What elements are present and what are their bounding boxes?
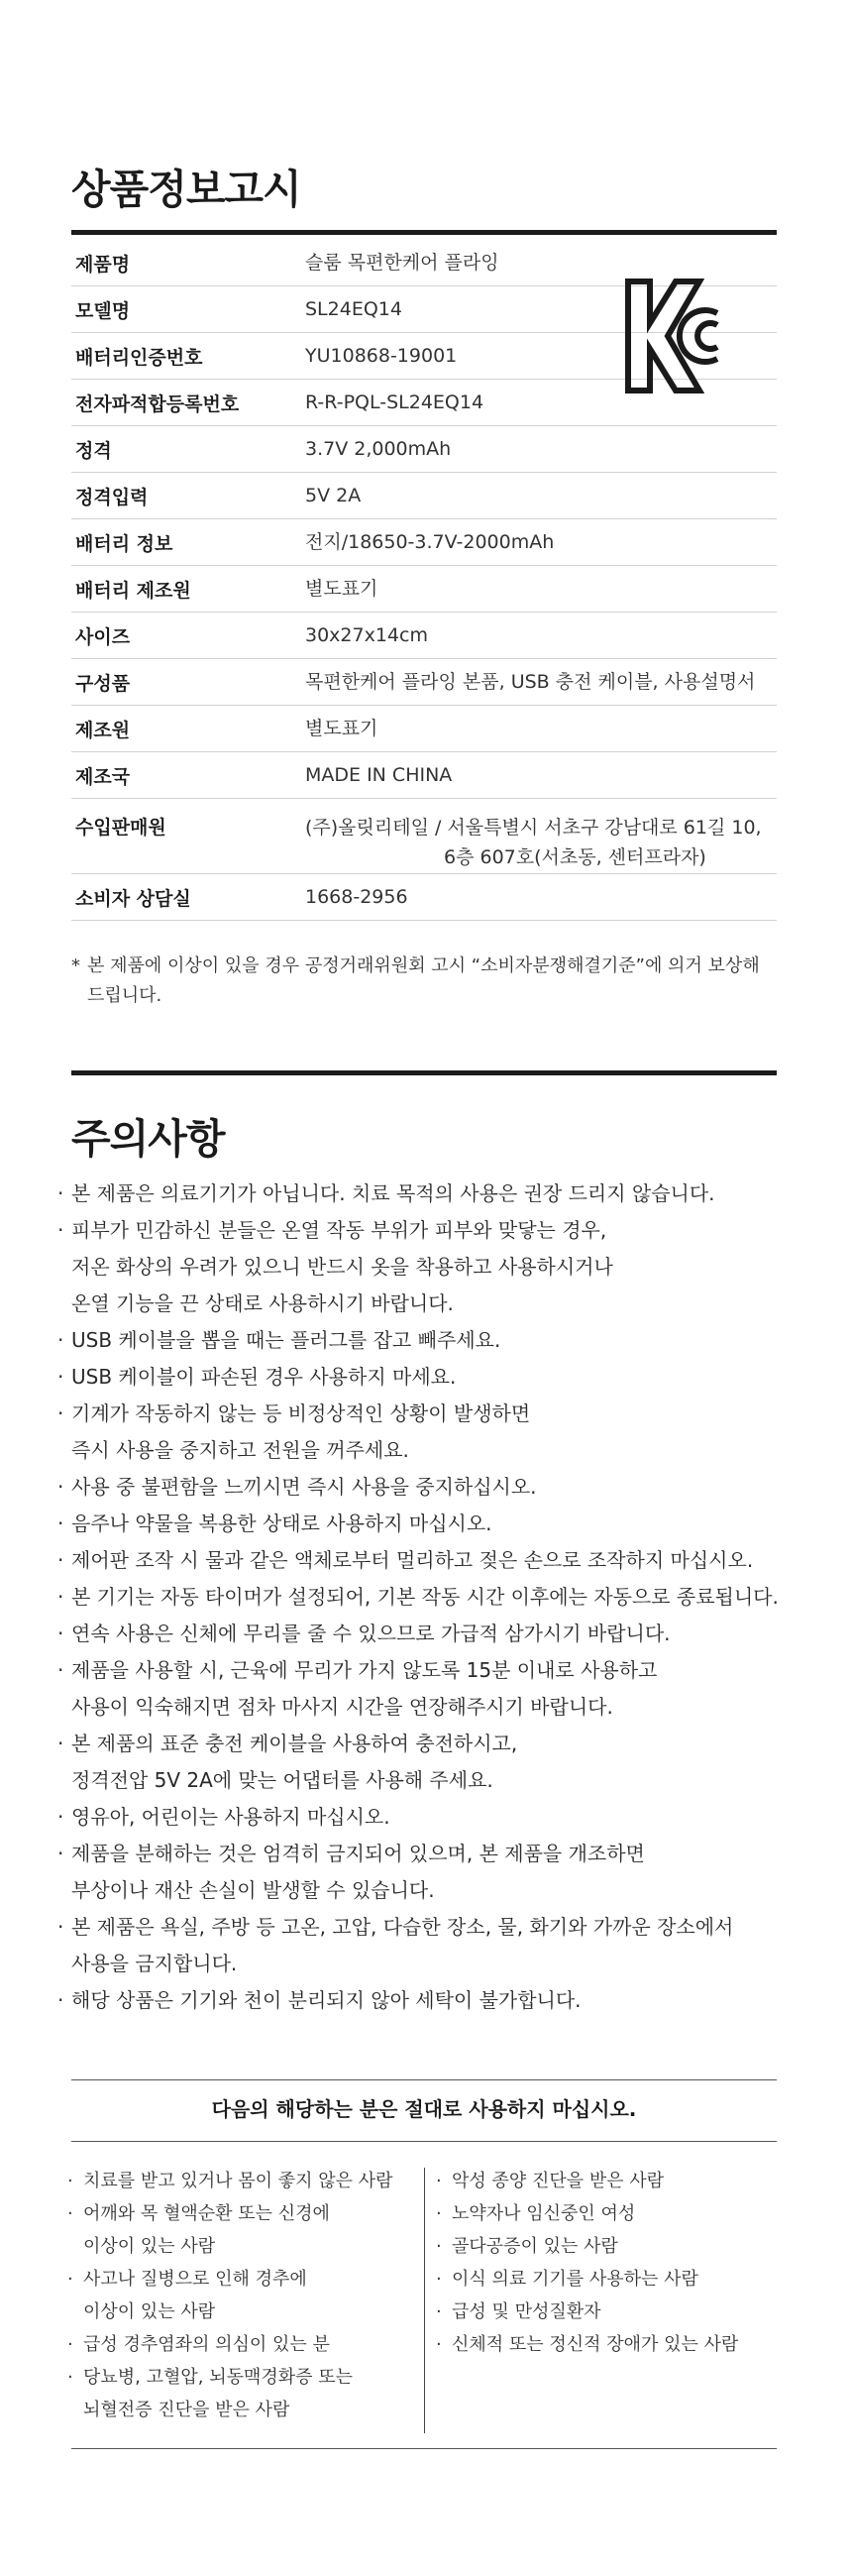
warning-item-text: 급성 및 만성질환자 bbox=[452, 2301, 601, 2322]
bullet-dot: · bbox=[57, 1548, 64, 1572]
warning-item-text: 신체적 또는 정신적 장애가 있는 사람 bbox=[452, 2334, 739, 2355]
table-row bbox=[71, 752, 777, 799]
caution-item-text: 본 기기는 자동 타이머가 설정되어, 기본 작동 시간 이후에는 자동으로 종료됩니다. bbox=[71, 1585, 779, 1609]
warning-list-left bbox=[67, 2165, 404, 2426]
row-label: 제품명 bbox=[75, 253, 131, 276]
warning-item-text: 악성 종양 진단을 받은 사람 bbox=[452, 2171, 665, 2191]
bullet-dot: · bbox=[57, 1218, 64, 1242]
warning-item-text: 당뇨병, 고혈압, 뇌동맥경화증 또는 bbox=[83, 2367, 354, 2388]
table-row bbox=[71, 519, 777, 566]
warning-item-text: 뇌혈전증 진단을 받은 사람 bbox=[83, 2400, 290, 2420]
bullet-dot: · bbox=[57, 1805, 64, 1829]
bullet-dot: · bbox=[57, 1365, 64, 1389]
warning-item-text: 사고나 질병으로 인해 경추에 bbox=[83, 2269, 307, 2290]
row-label: 정격 bbox=[75, 439, 112, 462]
warning-item-text: 이식 의료 기기를 사용하는 사람 bbox=[452, 2269, 698, 2290]
caution-item-text: 피부가 민감하신 분들은 온열 작동 부위가 피부와 맞닿는 경우, bbox=[71, 1218, 607, 1242]
row-value: MADE IN CHINA bbox=[305, 764, 453, 786]
row-label: 배터리 제조원 bbox=[75, 579, 191, 602]
row-label: 정격입력 bbox=[75, 486, 149, 508]
row-value: YU10868-19001 bbox=[305, 345, 458, 367]
bullet-dot: · bbox=[67, 2269, 73, 2290]
warning-item bbox=[436, 2328, 773, 2361]
importer-line-2: 6층 607호(서초동, 센터프라자) bbox=[444, 846, 706, 868]
product-info-title-rule bbox=[71, 230, 777, 235]
caution-item bbox=[57, 1322, 791, 1359]
caution-item bbox=[57, 1652, 791, 1726]
caution-item bbox=[57, 1542, 791, 1579]
bullet-dot: · bbox=[57, 1988, 64, 2012]
bullet-dot: · bbox=[57, 1401, 64, 1425]
warning-item bbox=[436, 2230, 773, 2263]
warning-box-title-rule bbox=[71, 2141, 777, 2142]
row-label: 배터리 정보 bbox=[75, 532, 173, 555]
caution-item bbox=[57, 1469, 791, 1506]
bullet-dot: · bbox=[436, 2203, 442, 2224]
warning-item bbox=[436, 2165, 773, 2197]
row-label: 배터리인증번호 bbox=[75, 346, 203, 369]
bullet-dot: · bbox=[436, 2301, 442, 2322]
warranty-footnote bbox=[71, 952, 777, 1011]
row-label: 구성품 bbox=[75, 672, 131, 695]
caution-item-text: 제품을 분해하는 것은 엄격히 금지되어 있으며, 본 제품을 개조하면 bbox=[71, 1842, 645, 1865]
warning-item-text: 골다공증이 있는 사람 bbox=[452, 2236, 618, 2257]
bullet-dot: · bbox=[436, 2269, 442, 2290]
bullet-dot: · bbox=[436, 2236, 442, 2257]
warning-item-text: 이상이 있는 사람 bbox=[83, 2301, 216, 2322]
importer-line-1: (주)올릿리테일 / 서울특별시 서초구 강남대로 61길 10, bbox=[305, 817, 762, 839]
table-row bbox=[71, 473, 777, 519]
caution-item bbox=[57, 1836, 791, 1909]
warning-item bbox=[436, 2263, 773, 2296]
bullet-dot: · bbox=[57, 1658, 64, 1682]
table-row bbox=[71, 426, 777, 473]
caution-item-text: 사용을 금지합니다. bbox=[71, 1952, 238, 1975]
bullet-dot: · bbox=[67, 2203, 73, 2224]
warning-item-text: 치료를 받고 있거나 몸이 좋지 않은 사람 bbox=[83, 2171, 393, 2191]
caution-item-text: 저온 화상의 우려가 있으니 반드시 옷을 착용하고 사용하시거나 bbox=[71, 1255, 613, 1279]
table-row bbox=[71, 706, 777, 752]
caution-item-text: 연속 사용은 신체에 무리를 줄 수 있으므로 가급적 삼가시기 바랍니다. bbox=[71, 1622, 671, 1645]
kc-certification-mark-icon bbox=[624, 278, 721, 394]
bullet-dot: · bbox=[57, 1842, 64, 1865]
caution-item-text: 온열 기능을 끈 상태로 사용하시기 바랍니다. bbox=[71, 1291, 454, 1315]
caution-item-text: 음주나 약물을 복용한 상태로 사용하지 마십시오. bbox=[71, 1512, 492, 1535]
warning-item bbox=[67, 2361, 404, 2426]
warning-item bbox=[67, 2263, 404, 2328]
table-row-importer bbox=[71, 799, 777, 874]
caution-item-text: 정격전압 5V 2A에 맞는 어댑터를 사용해 주세요. bbox=[71, 1768, 493, 1792]
warning-item-text: 노약자나 임신중인 여성 bbox=[452, 2203, 636, 2224]
bullet-dot: · bbox=[57, 1512, 64, 1535]
warning-box-bottom-rule bbox=[71, 2448, 777, 2449]
row-label: 제조국 bbox=[75, 765, 131, 788]
row-label: 제조원 bbox=[75, 719, 131, 741]
warning-item bbox=[67, 2165, 404, 2197]
warning-box-title: 다음의 해당하는 분은 절대로 사용하지 마십시오. bbox=[211, 2097, 637, 2121]
caution-item bbox=[57, 1579, 791, 1616]
caution-item-text: 제품을 사용할 시, 근육에 무리가 가지 않도록 15분 이내로 사용하고 bbox=[71, 1658, 658, 1682]
row-label: 전자파적합등록번호 bbox=[75, 392, 240, 415]
caution-item-text: 본 제품의 표준 충전 케이블을 사용하여 충전하시고, bbox=[71, 1732, 518, 1755]
warning-box-divider bbox=[424, 2168, 425, 2433]
bullet-dot: · bbox=[436, 2171, 442, 2191]
caution-item-text: 제어판 조작 시 물과 같은 액체로부터 멀리하고 젖은 손으로 조작하지 마십시오. bbox=[71, 1548, 754, 1572]
caution-item bbox=[57, 1909, 791, 1982]
warning-item bbox=[436, 2197, 773, 2230]
caution-item-text: 기계가 작동하지 않는 등 비정상적인 상황이 발생하면 bbox=[71, 1401, 531, 1425]
caution-item-text: 본 제품은 욕실, 주방 등 고온, 고압, 다습한 장소, 물, 화기와 가까운 장소에서 bbox=[71, 1915, 734, 1939]
warning-item bbox=[67, 2328, 404, 2361]
bullet-dot: · bbox=[67, 2367, 73, 2388]
bullet-dot: · bbox=[67, 2171, 73, 2191]
caution-item bbox=[57, 1506, 791, 1542]
row-value: 5V 2A bbox=[305, 485, 362, 506]
product-info-title: 상품정보고시 bbox=[71, 166, 301, 213]
cautions-title: 주의사항 bbox=[71, 1115, 225, 1163]
row-value: SL24EQ14 bbox=[305, 298, 402, 320]
bullet-dot: · bbox=[67, 2334, 73, 2355]
bullet-dot: · bbox=[57, 1915, 64, 1939]
table-row bbox=[71, 566, 777, 613]
caution-item bbox=[57, 1359, 791, 1396]
caution-item-text: 사용이 익숙해지면 점차 마사지 시간을 연장해주시기 바랍니다. bbox=[71, 1695, 613, 1719]
row-value: 3.7V 2,000mAh bbox=[305, 438, 452, 460]
caution-item bbox=[57, 1396, 791, 1469]
row-label: 수입판매원 bbox=[75, 817, 166, 839]
row-value: R-R-PQL-SL24EQ14 bbox=[305, 392, 484, 413]
cautions-top-rule bbox=[71, 1070, 777, 1075]
table-row-consumer bbox=[71, 874, 777, 921]
caution-item bbox=[57, 1982, 791, 2019]
row-value: 별도표기 bbox=[305, 578, 378, 600]
bullet-dot: · bbox=[57, 1622, 64, 1645]
warning-box-top-rule bbox=[71, 2079, 777, 2080]
footnote-line: 본 제품에 이상이 있을 경우 공정거래위원회 고시 “소비자분쟁해결기준”에 의거 보상해 bbox=[87, 955, 760, 976]
caution-item-text: USB 케이블을 뽑을 때는 플러그를 잡고 빼주세요. bbox=[71, 1328, 501, 1352]
caution-item-text: 부상이나 재산 손실이 발생할 수 있습니다. bbox=[71, 1878, 435, 1902]
row-value: 30x27x14cm bbox=[305, 624, 428, 646]
bullet-dot: · bbox=[57, 1585, 64, 1609]
caution-item bbox=[57, 1799, 791, 1836]
caution-item-text: 사용 중 불편함을 느끼시면 즉시 사용을 중지하십시오. bbox=[71, 1475, 537, 1499]
bullet-dot: · bbox=[57, 1328, 64, 1352]
footnote-line: 드립니다. bbox=[87, 985, 162, 1006]
row-value: 전지/18650-3.7V-2000mAh bbox=[305, 531, 555, 553]
table-row bbox=[71, 659, 777, 706]
caution-item-text: 본 제품은 의료기기가 아닙니다. 치료 목적의 사용은 권장 드리지 않습니다. bbox=[71, 1181, 715, 1205]
caution-item-text: 영유아, 어린이는 사용하지 마십시오. bbox=[71, 1805, 390, 1829]
table-row bbox=[71, 613, 777, 659]
caution-item bbox=[57, 1176, 791, 1212]
row-label: 사이즈 bbox=[75, 625, 131, 648]
bullet-dot: · bbox=[57, 1732, 64, 1755]
row-value: 슬룸 목편한케어 플라잉 bbox=[305, 252, 499, 274]
row-value bbox=[305, 813, 762, 872]
row-label: 모델명 bbox=[75, 299, 131, 322]
row-value: 목편한케어 플라잉 본품, USB 충전 케이블, 사용설명서 bbox=[305, 671, 756, 693]
row-label: 소비자 상담실 bbox=[75, 887, 191, 910]
caution-list bbox=[57, 1176, 791, 2019]
bullet-dot: · bbox=[57, 1475, 64, 1499]
caution-item bbox=[57, 1616, 791, 1652]
warning-item bbox=[67, 2197, 404, 2263]
warning-list-right bbox=[436, 2165, 773, 2361]
bullet-dot: · bbox=[57, 1181, 64, 1205]
caution-item-text: 해당 상품은 기기와 천이 분리되지 않아 세탁이 불가합니다. bbox=[71, 1988, 582, 2012]
caution-item bbox=[57, 1212, 791, 1322]
warning-item-text: 어깨와 목 혈액순환 또는 신경에 bbox=[83, 2203, 330, 2224]
warning-item bbox=[436, 2296, 773, 2328]
caution-item-text: USB 케이블이 파손된 경우 사용하지 마세요. bbox=[71, 1365, 457, 1389]
warning-item-text: 이상이 있는 사람 bbox=[83, 2236, 216, 2257]
caution-item bbox=[57, 1726, 791, 1799]
bullet-dot: · bbox=[436, 2334, 442, 2355]
row-value: 1668-2956 bbox=[305, 886, 408, 908]
row-value: 별도표기 bbox=[305, 718, 378, 739]
footnote-mark: * bbox=[71, 955, 80, 976]
caution-item-text: 즉시 사용을 중지하고 전원을 꺼주세요. bbox=[71, 1438, 409, 1462]
warning-item-text: 급성 경추염좌의 의심이 있는 분 bbox=[83, 2334, 330, 2355]
